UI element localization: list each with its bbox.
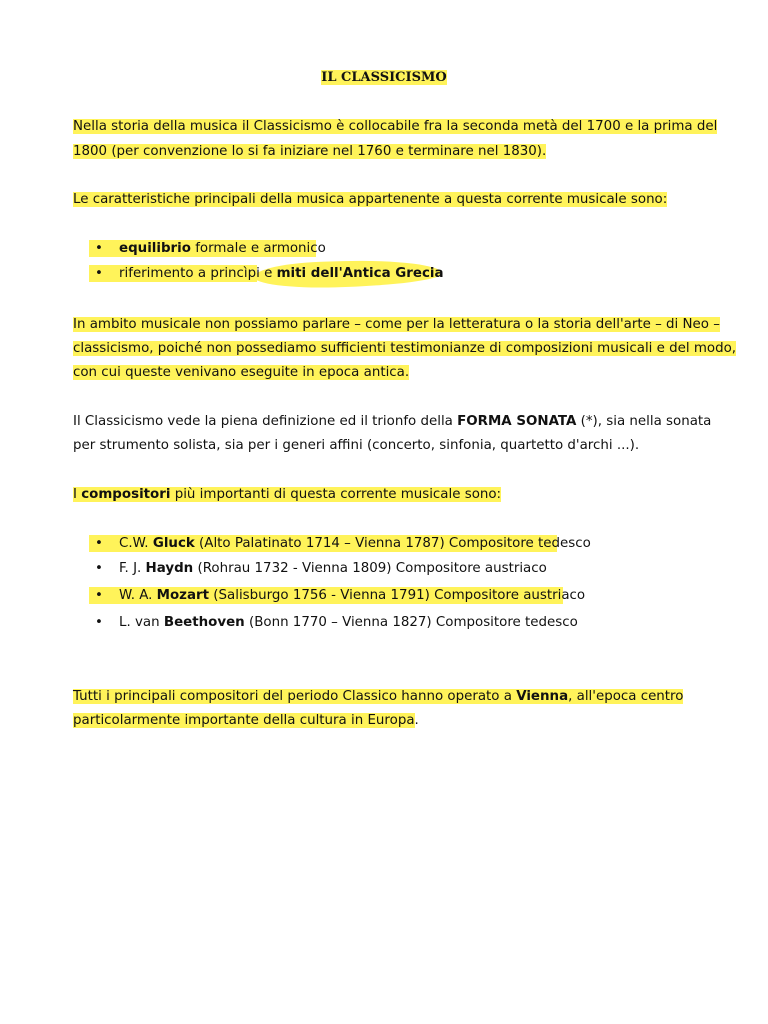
- vienna-line-1: [73, 688, 683, 705]
- vienna-line-2: [73, 712, 419, 729]
- composers-heading-a: I: [73, 487, 82, 502]
- sonata-line-2: [73, 437, 639, 454]
- composer-item-gluck: [119, 535, 591, 552]
- characteristic-item-1: [119, 240, 326, 257]
- sonata-line-1: [73, 413, 711, 430]
- composer-item-beethoven: [119, 614, 578, 631]
- characteristic-1-text: formale e armonico: [190, 241, 326, 256]
- sonata-line-1-b: (*), sia nella sonata: [576, 414, 712, 429]
- sonata-line-1-a: Il Classicismo vede la piena definizione ed il trionfo della: [73, 414, 458, 429]
- intro-line-2: [73, 143, 546, 160]
- composer-2-name: Haydn: [145, 561, 194, 576]
- composer-2-details: (Rohrau 1732 - Vienna 1809) Compositore austriaco: [193, 561, 547, 576]
- composer-3-initials: W. A.: [119, 588, 157, 603]
- neo-line-3-text: con cui queste venivano eseguite in epoca antica.: [73, 365, 410, 380]
- composer-1-name: Gluck: [152, 536, 195, 551]
- bullet-icon: •: [95, 536, 103, 551]
- composer-4-name: Beethoven: [163, 615, 245, 630]
- composer-item-mozart: [119, 587, 585, 604]
- neo-line-1: [73, 316, 720, 333]
- page-title: [0, 69, 768, 86]
- vienna-line-1-a: Tutti i principali compositori del periodo Classico hanno operato a: [73, 689, 517, 704]
- composer-2-initials: F. J.: [119, 561, 146, 576]
- characteristic-2-text: riferimento a princìpi e: [119, 266, 277, 281]
- neo-line-2-text: classicismo, poiché non possediamo sufficienti testimonianze di composizioni musicali e del modo,: [73, 341, 737, 356]
- sonata-bold: FORMA SONATA: [457, 414, 577, 429]
- neo-line-3: [73, 364, 409, 381]
- characteristic-1-bold: equilibrio: [119, 241, 191, 256]
- composers-heading: [73, 486, 501, 503]
- vienna-bold: Vienna: [516, 689, 569, 704]
- bullet-icon: •: [95, 266, 103, 281]
- characteristic-item-2: [119, 265, 444, 282]
- composer-4-initials: L. van: [119, 615, 164, 630]
- neo-line-1-text: In ambito musicale non possiamo parlare – come per la letteratura o la storia dell'arte – di Neo –: [73, 317, 720, 332]
- bullet-icon: •: [95, 615, 103, 630]
- title-text: IL CLASSICISMO: [321, 70, 447, 85]
- bullet-icon: •: [95, 588, 103, 603]
- sonata-line-2-text: per strumento solista, sia per i generi affini (concerto, sinfonia, quartetto d'archi ...).: [73, 438, 640, 453]
- composer-item-haydn: [119, 560, 547, 577]
- vienna-line-2-end: .: [414, 713, 419, 728]
- bullet-icon: •: [95, 561, 103, 576]
- composer-3-name: Mozart: [156, 588, 210, 603]
- vienna-line-1-b: , all'epoca centro: [568, 689, 684, 704]
- characteristic-2-bold: miti dell'Antica Grecia: [276, 266, 444, 281]
- composers-heading-b: più importanti di questa corrente musicale sono:: [170, 487, 502, 502]
- composer-3-details: (Salisburgo 1756 - Vienna 1791) Compositore austriaco: [209, 588, 586, 603]
- vienna-line-2-text: particolarmente importante della cultura in Europa: [73, 713, 415, 728]
- composer-4-details: (Bonn 1770 – Vienna 1827) Compositore tedesco: [244, 615, 578, 630]
- composer-1-initials: C.W.: [119, 536, 153, 551]
- intro-line-1-text: Nella storia della musica il Classicismo è collocabile fra la seconda metà del 1700 e la prima del: [73, 119, 718, 134]
- intro-line-2-text: 1800 (per convenzione lo si fa iniziare nel 1760 e terminare nel 1830).: [73, 144, 547, 159]
- characteristics-heading: [73, 191, 667, 208]
- bullet-icon: •: [95, 241, 103, 256]
- intro-line-1: [73, 118, 717, 135]
- characteristics-heading-text: Le caratteristiche principali della musica appartenente a questa corrente musicale sono:: [73, 192, 668, 207]
- composers-heading-bold: compositori: [81, 487, 171, 502]
- neo-line-2: [73, 340, 736, 357]
- composer-1-details: (Alto Palatinato 1714 – Vienna 1787) Compositore tedesco: [194, 536, 591, 551]
